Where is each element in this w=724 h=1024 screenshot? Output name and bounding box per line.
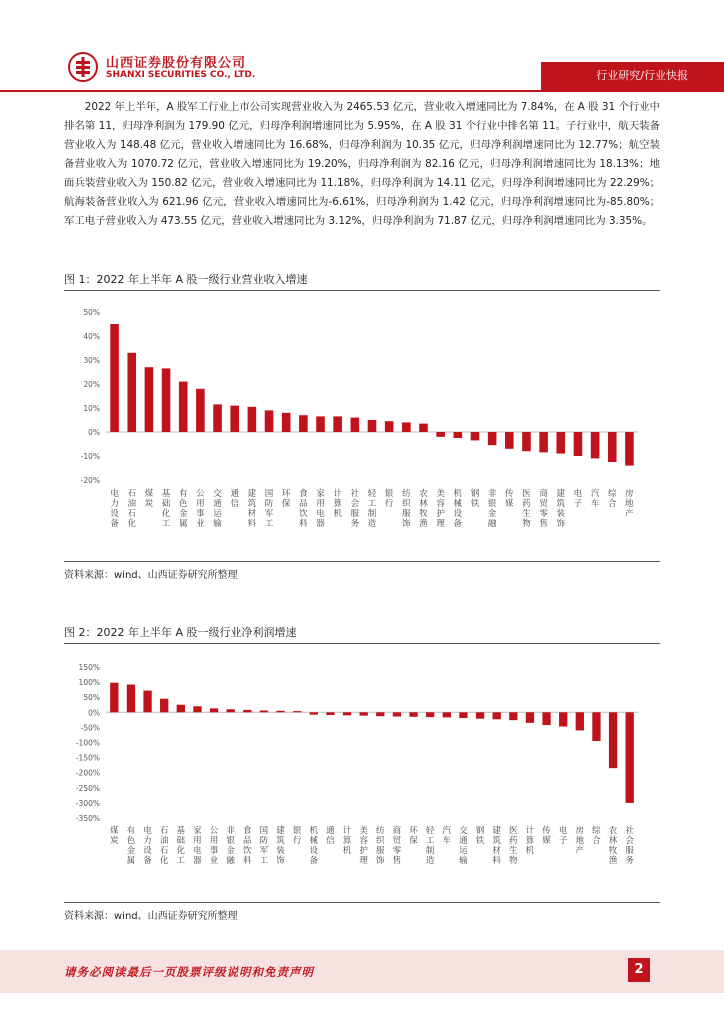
figure2-bar bbox=[326, 712, 334, 715]
figure2-y-tick-label: 50% bbox=[83, 693, 100, 703]
figure2-bar bbox=[459, 712, 467, 718]
figure2-category-label: 社会服务 bbox=[625, 826, 634, 866]
figure1-category-label: 钢铁 bbox=[470, 489, 480, 509]
figure2-bar bbox=[559, 712, 567, 726]
figure2-y-tick-label: 0% bbox=[88, 708, 100, 718]
figure2-category-label: 电力设备 bbox=[143, 826, 152, 866]
figure2-category-label: 农林牧渔 bbox=[608, 826, 618, 866]
figure2-category-label: 商贸零售 bbox=[392, 826, 402, 866]
company-logo-icon bbox=[68, 52, 98, 82]
figure2-category-label: 家用电器 bbox=[193, 826, 202, 866]
figure2-bar bbox=[526, 712, 534, 723]
figure1-bar bbox=[213, 404, 222, 432]
figure2-y-tick-label: -100% bbox=[75, 738, 100, 748]
figure2-category-label: 纺织服饰 bbox=[376, 826, 385, 866]
figure1-category-label: 国防军工 bbox=[264, 489, 274, 529]
figure1-bottom-rule bbox=[64, 561, 660, 562]
figure1-bar bbox=[608, 432, 617, 462]
figure1-bar bbox=[436, 432, 445, 437]
figure2-category-label: 综合 bbox=[592, 826, 601, 846]
figure1-category-label: 医药生物 bbox=[522, 489, 531, 529]
figure1-bar bbox=[282, 413, 291, 432]
figure1-bar bbox=[196, 389, 205, 432]
figure1-category-label: 通信 bbox=[230, 489, 239, 509]
figure2-category-label: 通信 bbox=[326, 826, 335, 846]
figure1-bar bbox=[471, 432, 480, 440]
figure2-bar bbox=[193, 706, 201, 712]
figure1-y-tick-label: 10% bbox=[83, 404, 100, 413]
figure2-category-label: 建筑装饰 bbox=[276, 826, 285, 866]
figure1-category-label: 食品饮料 bbox=[299, 489, 308, 529]
figure1-chart bbox=[64, 294, 660, 558]
figure1-category-label: 建筑材料 bbox=[247, 489, 257, 529]
figure2-category-label: 环保 bbox=[409, 826, 418, 846]
figure1-bar bbox=[488, 432, 497, 445]
figure2-category-label: 传媒 bbox=[542, 826, 551, 846]
figure1-category-label: 机械设备 bbox=[453, 489, 463, 529]
figure1-category-label: 农林牧渔 bbox=[419, 489, 428, 529]
figure2-y-tick-label: -350% bbox=[75, 814, 100, 823]
figure2-bar bbox=[409, 712, 417, 717]
figure1-y-tick-label: 0% bbox=[88, 428, 100, 437]
figure2-y-tick-label: -50% bbox=[80, 723, 100, 733]
figure1-bar bbox=[127, 353, 136, 432]
company-name-en: SHANXI SECURITIES CO., LTD. bbox=[106, 70, 256, 80]
figure1-category-label: 基础化工 bbox=[161, 489, 171, 529]
figure1-bar bbox=[333, 416, 342, 432]
figure2-category-label: 银行 bbox=[292, 826, 302, 846]
figure1-category-label: 公用事业 bbox=[196, 489, 205, 529]
figure1-y-tick-label: 50% bbox=[83, 308, 100, 317]
figure2-bar bbox=[343, 712, 351, 715]
figure2-y-tick-label: -150% bbox=[75, 753, 100, 763]
figure2-bar bbox=[260, 710, 268, 712]
figure1-y-tick-label: -20% bbox=[80, 476, 100, 485]
figure1-category-label: 银行 bbox=[384, 489, 394, 509]
figure1-bar bbox=[625, 432, 634, 466]
figure1-bar bbox=[385, 421, 394, 432]
figure1-category-label: 商贸零售 bbox=[539, 489, 548, 529]
figure1-bar bbox=[248, 407, 257, 432]
figure2-bar bbox=[393, 712, 401, 716]
figure1-category-label: 建筑装饰 bbox=[556, 489, 566, 529]
figure1-bar bbox=[230, 406, 239, 432]
figure2-category-label: 公用事业 bbox=[209, 826, 219, 866]
figure1-bar bbox=[299, 415, 308, 432]
figure2-category-label: 汽车 bbox=[442, 826, 452, 846]
figure1-bar bbox=[402, 422, 411, 432]
figure1-category-label: 家用电器 bbox=[316, 489, 325, 529]
figure2-y-tick-label: 150% bbox=[78, 663, 100, 672]
figure2-category-label: 有色金属 bbox=[126, 826, 136, 866]
figure1-y-tick-label: -10% bbox=[80, 452, 100, 461]
figure2-source: 资料来源：wind、山西证券研究所整理 bbox=[64, 911, 238, 922]
figure2-bar bbox=[127, 685, 135, 713]
figure1-bar bbox=[419, 424, 428, 432]
figure2-bar bbox=[143, 691, 151, 713]
figure1-bar bbox=[522, 432, 531, 451]
section-label: 行业研究/行业快报 bbox=[541, 62, 724, 90]
figure2-title: 图 2：2022 年上半年 A 股一级行业净利润增速 bbox=[64, 626, 297, 639]
figure2-y-tick-label: 100% bbox=[78, 678, 100, 688]
figure2-bar bbox=[542, 712, 550, 725]
figure1-y-tick-label: 30% bbox=[83, 356, 100, 365]
figure1-category-label: 美容护理 bbox=[436, 489, 445, 529]
figure2-category-label: 房地产 bbox=[575, 826, 585, 856]
figure2-y-tick-label: -200% bbox=[75, 768, 100, 778]
figure2-category-label: 机械设备 bbox=[309, 826, 319, 866]
figure2-bar bbox=[443, 712, 451, 717]
figure2-bar bbox=[476, 712, 484, 718]
figure1-category-label: 煤炭 bbox=[144, 489, 154, 509]
figure1-bar bbox=[179, 382, 188, 432]
figure1-title: 图 1：2022 年上半年 A 股一级行业营业收入增速 bbox=[64, 273, 308, 286]
figure1-category-label: 计算机 bbox=[333, 489, 342, 519]
figure2-bar bbox=[310, 712, 318, 714]
figure2-category-label: 基础化工 bbox=[176, 826, 186, 866]
figure2-category-label: 石油石化 bbox=[159, 826, 169, 866]
figure1-category-label: 房地产 bbox=[625, 489, 634, 519]
figure2-bar bbox=[243, 710, 251, 712]
figure1-category-label: 交通运输 bbox=[213, 489, 222, 529]
figure1-bar bbox=[505, 432, 514, 449]
figure2-category-label: 交通运输 bbox=[459, 826, 468, 866]
figure2-bottom-rule bbox=[64, 902, 660, 903]
summary-paragraph: 2022 年上半年，A 股军工行业上市公司实现营业收入为 2465.53 亿元，营业收入增速同比为 7.84%，在 A 股 31 个行业中排名第 11，归母净利润为 179.90 亿元，归母净利润增速同比为 5.95%，在 A 股 31 个行业中排名第 11。子行业中，航天装备营业收入为 148.48 亿元，营业收入增速同比为 16.68%，归母净利润为 10.35 亿元，归母净利润增速同比为 12.77%；航空装备营业收入为 1070.72 亿元，营业收入增速同比为 19.20%，归母净利润为 82.16 亿元，归母净利润增速同比为 18.13%；地面兵装营业收入为 150.82 亿元，营业收入增速同比为 11.18%，归母净利润为 14.11 亿元，归母净利润增速同比为 22.29%；航海装备营业收入为 621.96 亿元，营业收入增速同比为-6.61%，归母净利润为 1.42 亿元，归母净利润增速同比为-85.80%；军工电子营业收入为 473.55 亿元，营业收入增速同比为 3.12%，归母净利润为 71.87 亿元，归母净利润增速同比为 3.35%。 bbox=[64, 101, 661, 227]
figure1-bar bbox=[265, 410, 274, 432]
header-divider bbox=[0, 90, 724, 92]
footer-disclaimer: 请务必阅读最后一页股票评级说明和免责声明 bbox=[64, 965, 314, 979]
figure1-category-label: 传媒 bbox=[505, 489, 514, 509]
figure2-category-label: 钢铁 bbox=[475, 826, 485, 846]
figure2-bar bbox=[576, 712, 584, 730]
figure1-category-label: 非银金融 bbox=[487, 489, 497, 529]
figure2-category-label: 食品饮料 bbox=[243, 826, 252, 866]
figure1-y-tick-label: 40% bbox=[83, 332, 100, 341]
figure2-bar bbox=[227, 709, 235, 712]
figure1-category-label: 汽车 bbox=[590, 489, 600, 509]
figure2-category-label: 美容护理 bbox=[359, 826, 368, 866]
figure2-category-label: 轻工制造 bbox=[425, 826, 435, 866]
figure2-top-rule bbox=[64, 643, 660, 644]
figure2-bar bbox=[509, 712, 517, 720]
figure2-bar bbox=[293, 711, 301, 712]
figure1-category-label: 轻工制造 bbox=[367, 489, 377, 529]
figure1-bar bbox=[539, 432, 548, 452]
figure2-category-label: 医药生物 bbox=[509, 826, 518, 866]
figure1-bar bbox=[368, 420, 377, 432]
figure1-bar bbox=[351, 418, 360, 432]
figure2-bar bbox=[276, 711, 284, 713]
figure2-category-label: 计算机 bbox=[342, 826, 352, 856]
figure1-category-label: 石油石化 bbox=[127, 489, 136, 529]
figure1-bar bbox=[454, 432, 463, 438]
figure2-category-label: 建筑材料 bbox=[492, 826, 501, 866]
figure2-category-label: 计算机 bbox=[525, 826, 535, 856]
figure2-chart bbox=[64, 647, 660, 899]
figure1-y-tick-label: 20% bbox=[83, 380, 100, 389]
figure2-bar bbox=[160, 699, 168, 713]
figure1-bar bbox=[316, 416, 325, 432]
figure2-bar bbox=[493, 712, 501, 719]
figure1-category-label: 纺织服饰 bbox=[402, 489, 411, 529]
figure2-category-label: 国防军工 bbox=[259, 826, 269, 866]
figure1-top-rule bbox=[64, 290, 660, 291]
figure2-bar bbox=[592, 712, 600, 741]
figure1-bar bbox=[110, 324, 119, 432]
figure1-bar bbox=[574, 432, 583, 456]
figure2-bar bbox=[376, 712, 384, 716]
figure2-bar bbox=[609, 712, 617, 768]
figure1-bar bbox=[591, 432, 600, 458]
figure1-category-label: 电子 bbox=[573, 489, 583, 509]
figure2-bar bbox=[426, 712, 434, 717]
figure1-category-label: 综合 bbox=[608, 489, 617, 509]
figure1-category-label: 有色金属 bbox=[178, 489, 188, 529]
figure2-bar bbox=[110, 683, 118, 713]
figure2-bar bbox=[177, 705, 185, 713]
page-number: 2 bbox=[628, 958, 650, 982]
figure1-category-label: 电力设备 bbox=[110, 489, 119, 529]
figure1-bar bbox=[556, 432, 565, 454]
figure2-bar bbox=[210, 708, 218, 712]
figure1-bar bbox=[162, 368, 171, 432]
figure2-category-label: 电子 bbox=[558, 826, 568, 846]
figure2-y-tick-label: -300% bbox=[75, 798, 100, 808]
figure2-bar bbox=[626, 712, 634, 803]
figure1-bar bbox=[145, 367, 154, 432]
figure2-category-label: 非银金融 bbox=[226, 826, 235, 866]
figure2-y-tick-label: -250% bbox=[75, 783, 100, 793]
figure1-source: 资料来源：wind、山西证券研究所整理 bbox=[64, 570, 238, 581]
figure1-category-label: 环保 bbox=[281, 489, 291, 509]
figure1-category-label: 社会服务 bbox=[350, 489, 360, 529]
figure2-bar bbox=[360, 712, 368, 715]
company-name-cn: 山西证券股份有限公司 bbox=[106, 56, 247, 71]
figure2-category-label: 煤炭 bbox=[110, 826, 119, 846]
